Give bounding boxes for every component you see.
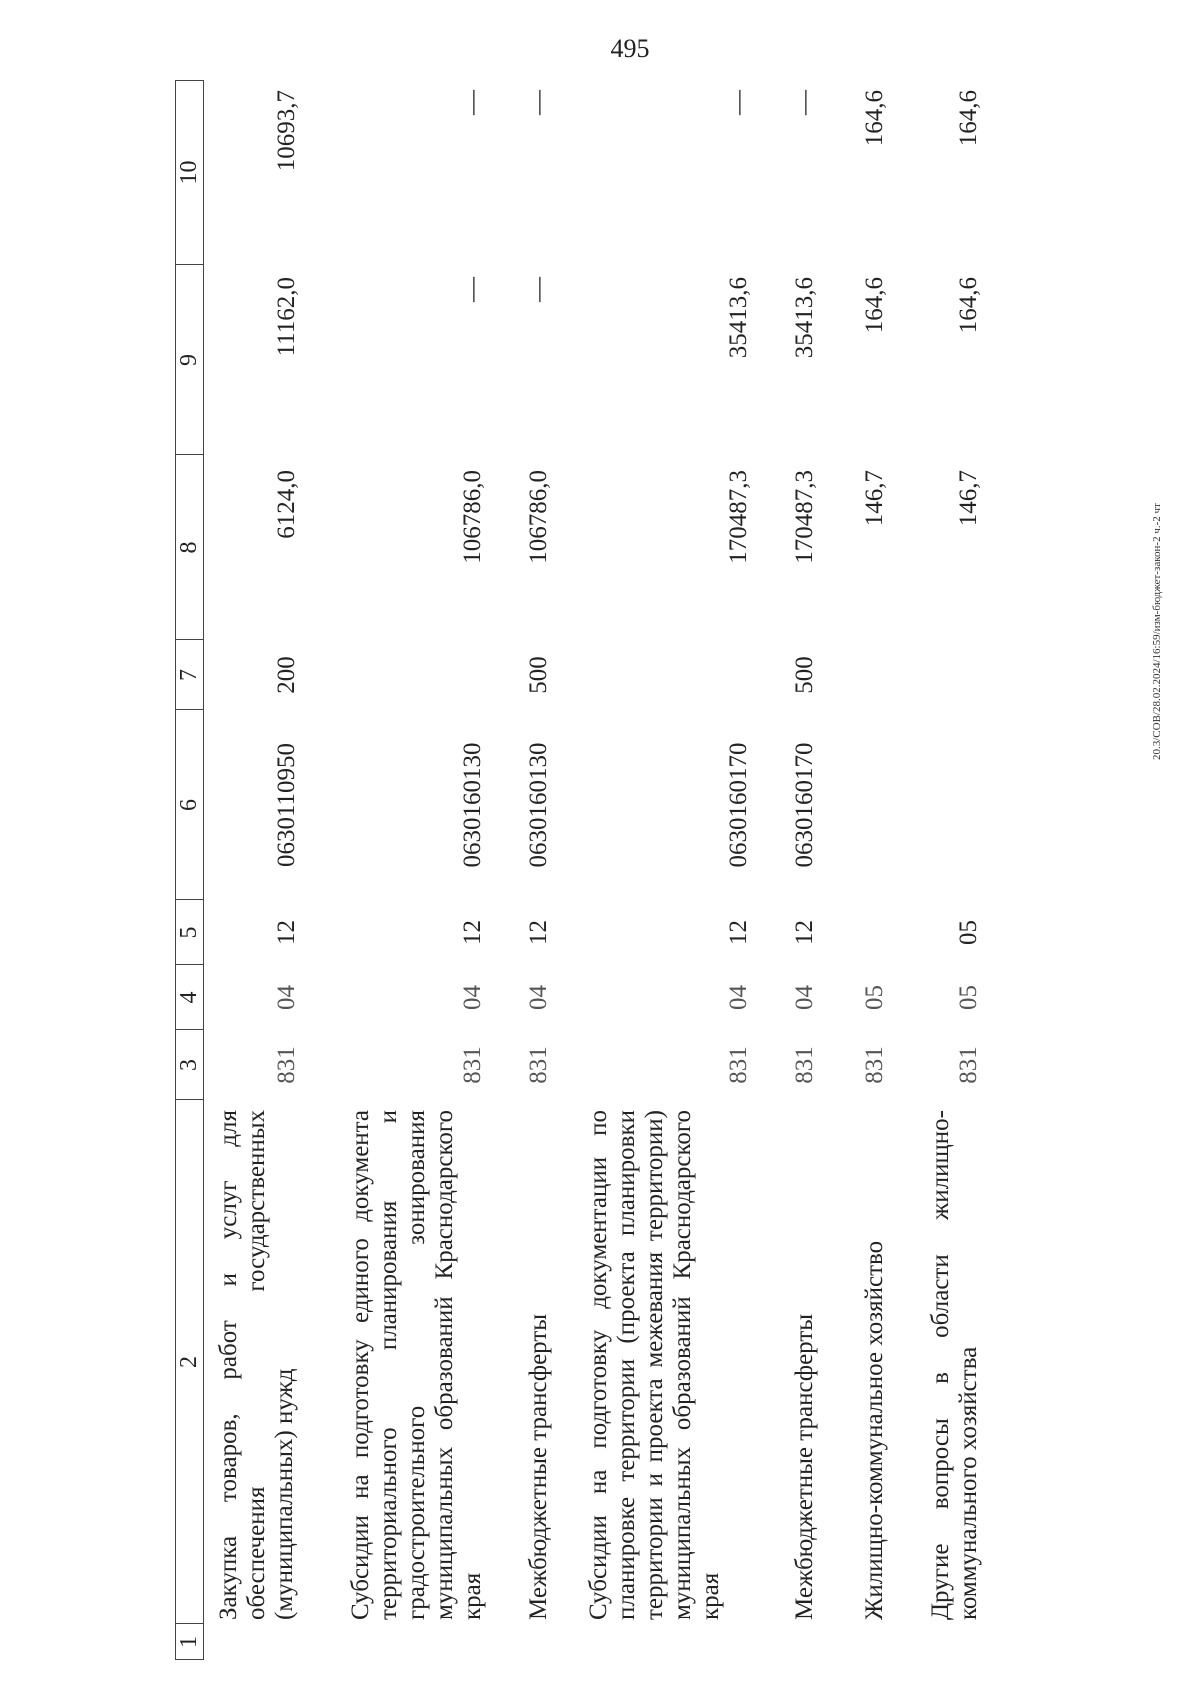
cell-c6: 0630160130: [525, 742, 552, 868]
cell-c7: 500: [791, 656, 818, 694]
cell-c5: 05: [955, 920, 982, 945]
cell-c6: 0630160170: [791, 742, 818, 868]
cell-c4: 05: [955, 985, 982, 1010]
budget-table: [175, 80, 1055, 1660]
column-header-2: 2: [176, 1356, 202, 1368]
cell-c4: 05: [861, 985, 888, 1010]
cell-c5: 12: [525, 920, 552, 945]
cell-c10: 10693,7: [273, 90, 300, 172]
cell-c5: 12: [725, 920, 752, 945]
column-header-9: 9: [176, 354, 202, 366]
cell-c3: 831: [273, 1046, 300, 1084]
column-header-10: 10: [176, 160, 202, 185]
header-bottom-border: [203, 80, 204, 1660]
cell-c10: —: [525, 90, 552, 115]
cell-c4: 04: [459, 985, 486, 1010]
cell-c4: 04: [273, 985, 300, 1010]
cell-c3: 831: [861, 1046, 888, 1084]
cell-c5: 12: [791, 920, 818, 945]
column-header-3: 3: [176, 1059, 202, 1071]
cell-c9: 164,6: [955, 277, 982, 334]
cell-c9: 11162,0: [273, 277, 300, 357]
cell-c8: 106786,0: [525, 470, 552, 564]
column-header-7: 7: [176, 669, 202, 681]
cell-c10: 164,6: [955, 90, 982, 147]
cell-c4: 04: [791, 985, 818, 1010]
cell-c6: 0630160130: [459, 742, 486, 868]
cell-c6: 0630110950: [273, 742, 300, 868]
cell-c4: 04: [525, 985, 552, 1010]
cell-c7: 500: [525, 656, 552, 694]
cell-c8: 170487,3: [725, 470, 752, 564]
row-name: Межбюджетные трансферты: [525, 1313, 552, 1620]
column-header-8: 8: [176, 541, 202, 554]
footer-document-code: 20.3/СОВ/28.02.2024/16:59/изм-бюджет-закон-2 ч.-2 чт: [1151, 503, 1163, 760]
cell-c9: 35413,6: [725, 277, 752, 359]
cell-c10: —: [459, 90, 486, 115]
cell-c3: 831: [791, 1046, 818, 1084]
cell-c3: 831: [725, 1046, 752, 1084]
cell-c8: 170487,3: [791, 470, 818, 564]
cell-c8: 146,7: [861, 470, 888, 527]
row-name: Другие вопросы в области жилищно-коммунального хозяйства: [927, 1110, 982, 1620]
row-name: Субсидии на подготовку единого документа территориального планирования и градостроительного зонирования муниципальных образований Краснодарского края: [347, 1110, 486, 1620]
page-number: 495: [610, 34, 650, 63]
cell-c5: 12: [459, 920, 486, 945]
cell-c3: 831: [955, 1046, 982, 1084]
cell-c5: 12: [273, 920, 300, 945]
column-header-4: 4: [176, 991, 202, 1004]
cell-c3: 831: [525, 1046, 552, 1084]
cell-c9: —: [525, 277, 552, 302]
cell-c9: 35413,6: [791, 277, 818, 359]
row-name: Закупка товаров, работ и услуг для обеспечения государственных (муниципальных) нужд: [215, 1110, 298, 1620]
column-header-1: 1: [176, 1636, 202, 1648]
cell-c10: —: [791, 90, 818, 115]
column-header-5: 5: [176, 926, 202, 939]
cell-c7: 200: [273, 656, 300, 694]
row-name: Межбюджетные трансферты: [791, 1313, 818, 1620]
row-name: Жилищно-коммунальное хозяйство: [861, 1240, 888, 1620]
cell-c9: —: [459, 277, 486, 302]
cell-c3: 831: [459, 1046, 486, 1084]
cell-c8: 106786,0: [459, 470, 486, 564]
cell-c4: 04: [725, 985, 752, 1010]
cell-c6: 0630160170: [725, 742, 752, 868]
cell-c8: 6124,0: [273, 470, 300, 539]
cell-c10: 164,6: [861, 90, 888, 147]
cell-c10: —: [725, 90, 752, 115]
cell-c9: 164,6: [861, 277, 888, 334]
column-header-6: 6: [176, 799, 202, 811]
row-name: Субсидии на подготовку документации по планировке территории (проекта планировки территории и проекта межевания территории) муниципальных образований Краснодарского края: [585, 1110, 724, 1620]
cell-c8: 146,7: [955, 470, 982, 527]
